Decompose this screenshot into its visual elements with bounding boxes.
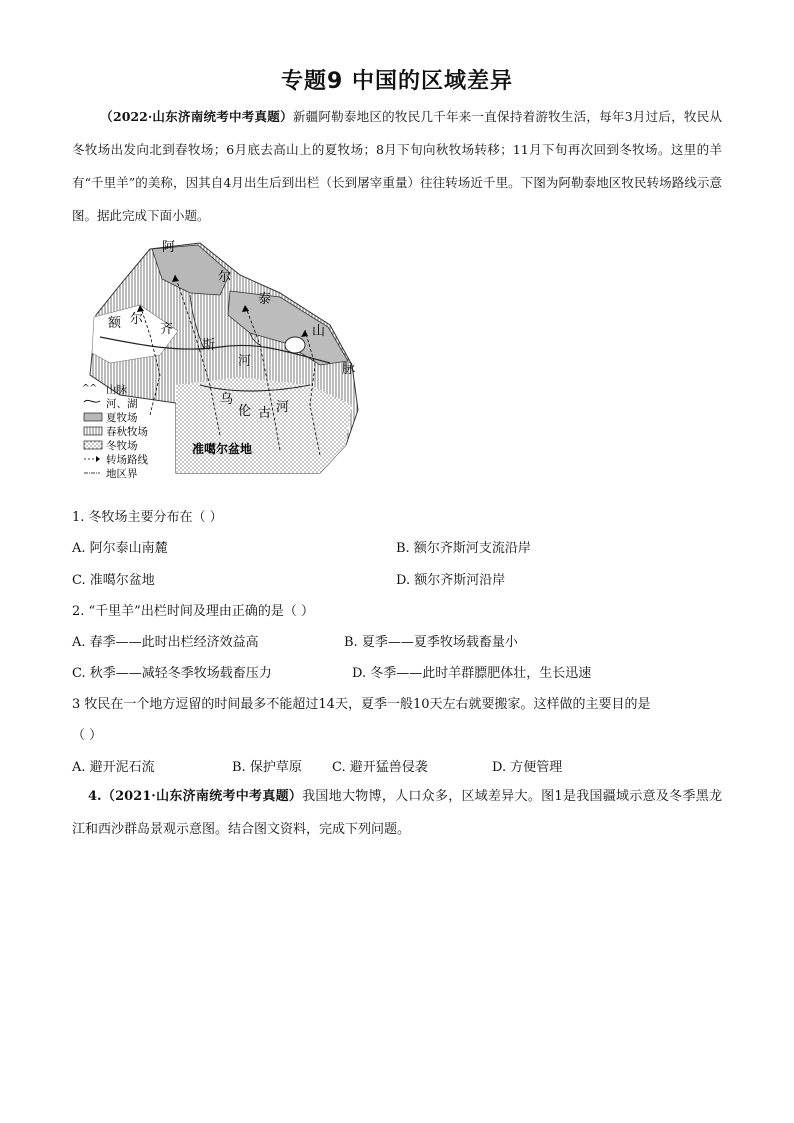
q1-option-a: A. 阿尔泰山南麓 (72, 541, 168, 556)
altay-migration-map (80, 235, 380, 487)
svg-text:阿: 阿 (162, 240, 176, 255)
q2-option-b: B. 夏季——夏季牧场载畜量小 (344, 635, 518, 650)
page-title: 专题9 中国的区域差异 (281, 69, 513, 94)
q2-option-a: A. 春季——此时出栏经济效益高 (72, 635, 259, 650)
svg-text:古: 古 (258, 406, 272, 421)
svg-text:山: 山 (312, 324, 326, 339)
intro-text: 新疆阿勒泰地区的牧民几千年来一直保持着游牧生活，每年3月过后，牧民从冬牧场出发向北到春牧场；6月底去高山上的夏牧场；8月下旬向秋牧场转移；11月下旬再次回到冬牧场。这里的羊有“千里羊”的美称，因其自4月出生后到出栏（长到屠宰重量）往往转场近千里。下图为阿勒泰地区牧民转场路线示意图。据此完成下面小题。 (72, 109, 722, 223)
q3-option-c: C. 避开猛兽侵袭 (332, 760, 428, 775)
q1-option-b: B. 额尔齐斯河支流沿岸 (396, 541, 531, 556)
q2-option-c: C. 秋季——减轻冬季牧场载畜压力 (72, 666, 272, 681)
question-3-stem: 3 牧民在一个地方逗留的时间最多不能超过14天，夏季一般10天左右就要搬家。这样做的主要目的是 (72, 697, 651, 712)
svg-text:伦: 伦 (238, 404, 252, 419)
q1-option-d: D. 额尔齐斯河沿岸 (396, 573, 506, 588)
intro-paragraph (72, 100, 722, 232)
svg-text:乌: 乌 (220, 392, 234, 407)
q4-text: 我国地大物博，人口众多，区域差异大。图1是我国疆域示意及冬季黑龙江和西沙群岛景观示意图。结合图文资料，完成下列问题。 (72, 789, 722, 837)
q1-option-c: C. 准噶尔盆地 (72, 573, 155, 588)
svg-text:山脉: 山脉 (106, 384, 127, 396)
basin-label: 准噶尔盆地 (192, 442, 253, 456)
svg-text:春秋牧场: 春秋牧场 (106, 426, 148, 438)
q3-option-b: B. 保护草原 (232, 760, 302, 775)
lake (285, 337, 305, 353)
svg-text:额: 额 (108, 316, 122, 331)
q3-option-d: D. 方便管理 (492, 760, 563, 775)
svg-text:泰: 泰 (258, 292, 272, 307)
svg-text:^^: ^^ (82, 384, 98, 394)
svg-text:地区界: 地区界 (106, 468, 138, 480)
question-3-paren: （ ） (72, 728, 103, 743)
svg-text:河: 河 (238, 354, 252, 369)
svg-text:斯: 斯 (202, 338, 216, 353)
svg-text:尔: 尔 (218, 270, 232, 285)
question-2-stem: 2. “千里羊”出栏时间及理由正确的是（ ） (72, 604, 314, 619)
svg-text:尔: 尔 (130, 312, 144, 327)
svg-text:齐: 齐 (160, 322, 174, 337)
question-1-stem: 1. 冬牧场主要分布在（ ） (72, 510, 223, 525)
intro-source: （2022·山东济南统考中考真题） (100, 109, 293, 124)
svg-text:河、湖: 河、湖 (106, 398, 138, 410)
q2-option-d: D. 冬季——此时羊群膘肥体壮，生长迅速 (352, 666, 592, 681)
svg-text:冬牧场: 冬牧场 (106, 440, 138, 452)
svg-text:转场路线: 转场路线 (106, 454, 148, 466)
svg-text:夏牧场: 夏牧场 (106, 412, 138, 424)
svg-text:河: 河 (276, 400, 290, 415)
q4-source: 4.（2021·山东济南统考中考真题） (88, 789, 303, 804)
q3-option-a: A. 避开泥石流 (72, 760, 155, 775)
svg-text:脉: 脉 (342, 362, 356, 377)
question-4-paragraph (72, 780, 722, 846)
